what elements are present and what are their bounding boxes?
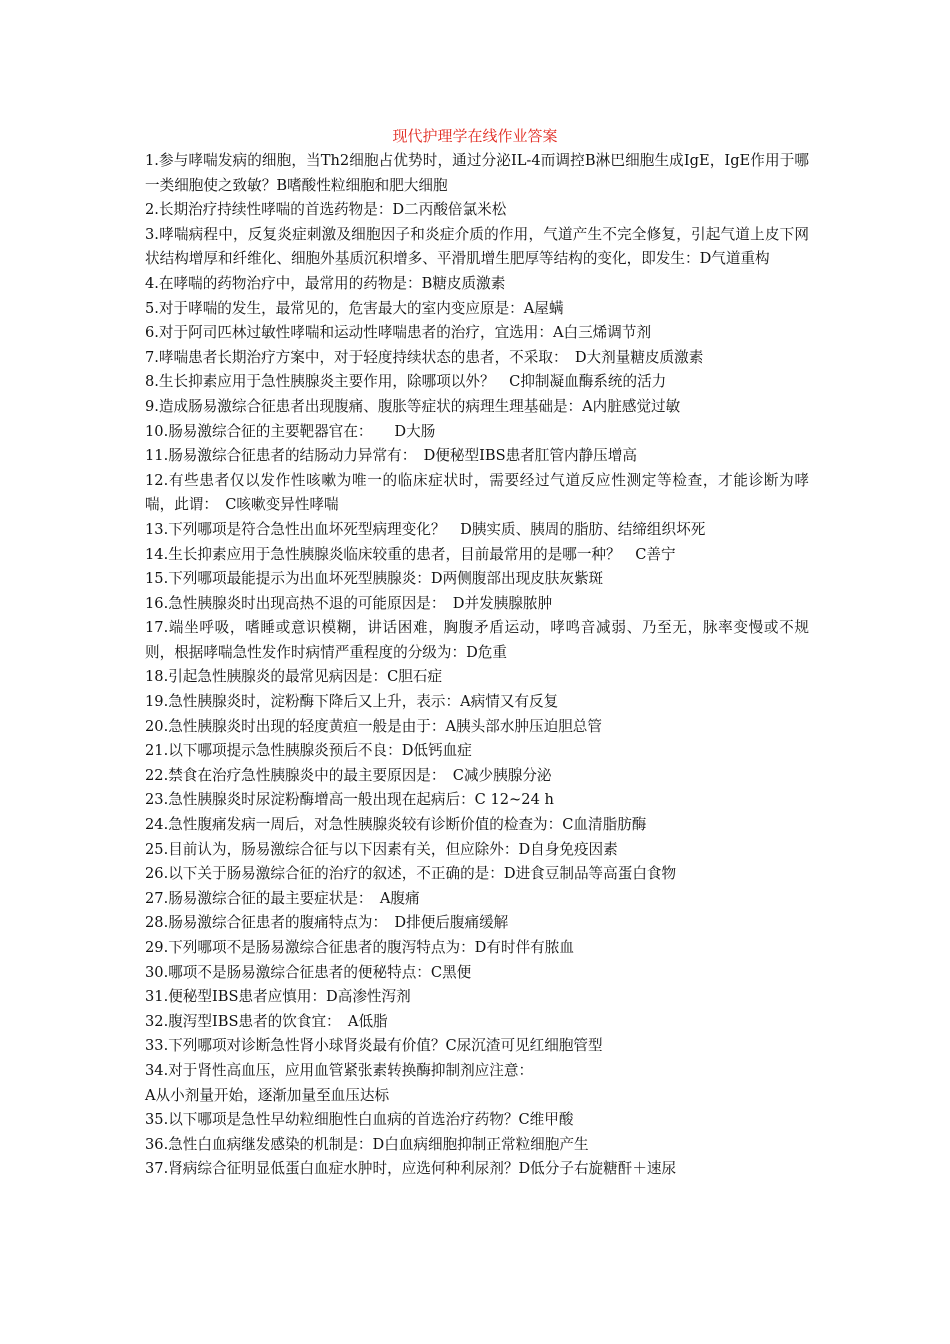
question-item: 37.肾病综合征明显低蛋白血症水肿时，应选何种利尿剂？D低分子右旋糖酐＋速尿: [145, 1160, 677, 1178]
question-item: 6.对于阿司匹林过敏性哮喘和运动性哮喘患者的治疗，宜选用：A白三烯调节剂: [145, 324, 652, 342]
question-item: 1.参与哮喘发病的细胞，当Th2细胞占优势时，通过分泌IL-4而调控B淋巴细胞生成IgE，IgE作用于哪一类细胞使之致敏？B嗜酸性粒细胞和肥大细胞: [145, 152, 809, 194]
question-item: 29.下列哪项不是肠易激综合征患者的腹泻特点为：D有时伴有脓血: [145, 939, 574, 956]
question-item: 32.腹泻型IBS患者的饮食宜： A低脂: [145, 1012, 388, 1030]
answer-line: A从小剂量开始，逐渐加量至血压达标: [145, 1086, 390, 1104]
question-item: 33.下列哪项对诊断急性肾小球肾炎最有价值？C尿沉渣可见红细胞管型: [145, 1037, 603, 1055]
question-item: 9.造成肠易激综合征患者出现腹痛、腹胀等症状的病理生理基础是：A内脏感觉过敏: [145, 397, 681, 415]
document-body: [145, 149, 809, 1182]
question-item: 26.以下关于肠易激综合征的治疗的叙述，不正确的是：D进食豆制品等高蛋白食物: [145, 865, 677, 883]
question-item: 35.以下哪项是急性早幼粒细胞性白血病的首选治疗药物？C维甲酸: [145, 1111, 574, 1129]
document-title: 现代护理学在线作业答案: [392, 127, 558, 145]
question-item: 14.生长抑素应用于急性胰腺炎临床较重的患者，目前最常用的是哪一种？ C善宁: [145, 545, 676, 563]
question-item: 12.有些患者仅以发作性咳嗽为唯一的临床症状时，需要经过气道反应性测定等检查，才能诊断为哮喘，此谓： C咳嗽变异性哮喘: [145, 471, 809, 514]
question-item: 36.急性白血病继发感染的机制是：D白血病细胞抑制正常粒细胞产生: [145, 1135, 589, 1153]
question-item: 20.急性胰腺炎时出现的轻度黄疸一般是由于：A胰头部水肿压迫胆总管: [145, 717, 602, 735]
question-item: 28.肠易激综合征患者的腹痛特点为： D排便后腹痛缓解: [145, 914, 509, 932]
question-item: 10.肠易激综合征的主要靶器官在： D大肠: [145, 422, 436, 440]
question-item: 34.对于肾性高血压，应用血管紧张素转换酶抑制剂应注意：: [145, 1061, 534, 1079]
question-item: 19.急性胰腺炎时，淀粉酶下降后又上升，表示：A病情又有反复: [145, 693, 559, 711]
question-item: 31.便秘型IBS患者应慎用：D高渗性泻剂: [145, 988, 411, 1006]
question-item: 4.在哮喘的药物治疗中，最常用的药物是：B糖皮质激素: [145, 274, 506, 292]
question-item: 18.引起急性胰腺炎的最常见病因是：C胆石症: [145, 668, 443, 686]
question-item: 15.下列哪项最能提示为出血坏死型胰腺炎：D两侧腹部出现皮肤灰紫斑: [145, 570, 604, 588]
question-item: 8.生长抑素应用于急性胰腺炎主要作用，除哪项以外？ C抑制凝血酶系统的活力: [145, 373, 667, 391]
question-item: 16.急性胰腺炎时出现高热不退的可能原因是： D并发胰腺脓肿: [145, 594, 553, 612]
question-item: 7.哮喘患者长期治疗方案中，对于轻度持续状态的患者，不采取： D大剂量糖皮质激素: [145, 348, 704, 366]
question-item: 13.下列哪项是符合急性出血坏死型病理变化？ D胰实质、胰周的脂肪、结缔组织坏死: [145, 520, 706, 538]
question-item: 21.以下哪项提示急性胰腺炎预后不良：D低钙血症: [145, 742, 472, 760]
question-item: 23.急性胰腺炎时尿淀粉酶增高一般出现在起病后：C 12~24 h: [145, 791, 554, 809]
question-item: 5.对于哮喘的发生，最常见的，危害最大的室内变应原是：A屋螨: [145, 299, 564, 317]
question-item: 27.肠易激综合征的最主要症状是： A腹痛: [145, 889, 420, 907]
question-item: 11.肠易激综合征患者的结肠动力异常有： D便秘型IBS患者肛管内静压增高: [145, 447, 637, 465]
question-item: 25.目前认为，肠易激综合征与以下因素有关，但应除外：D自身免疫因素: [145, 840, 618, 858]
question-item: 30.哪项不是肠易激综合征患者的便秘特点：C黑便: [145, 963, 472, 981]
question-item: 17.端坐呼吸，嗜睡或意识模糊，讲话困难，胸腹矛盾运动，哮鸣音减弱、乃至无，脉率变慢或不规则，根据哮喘急性发作时病情严重程度的分级为：D危重: [145, 619, 809, 661]
question-item: 22.禁食在治疗急性胰腺炎中的最主要原因是： C减少胰腺分泌: [145, 766, 552, 784]
question-item: 3.哮喘病程中，反复炎症刺激及细胞因子和炎症介质的作用，气道产生不完全修复，引起气道上皮下网状结构增厚和纤维化、细胞外基质沉积增多、平滑肌增生肥厚等结构的变化，即发生：D气道重构: [145, 225, 809, 268]
question-item: 24.急性腹痛发病一周后，对急性胰腺炎较有诊断价值的检查为：C血清脂肪酶: [145, 816, 647, 834]
question-item: 2.长期治疗持续性哮喘的首选药物是：D二丙酸倍氯米松: [145, 201, 507, 219]
